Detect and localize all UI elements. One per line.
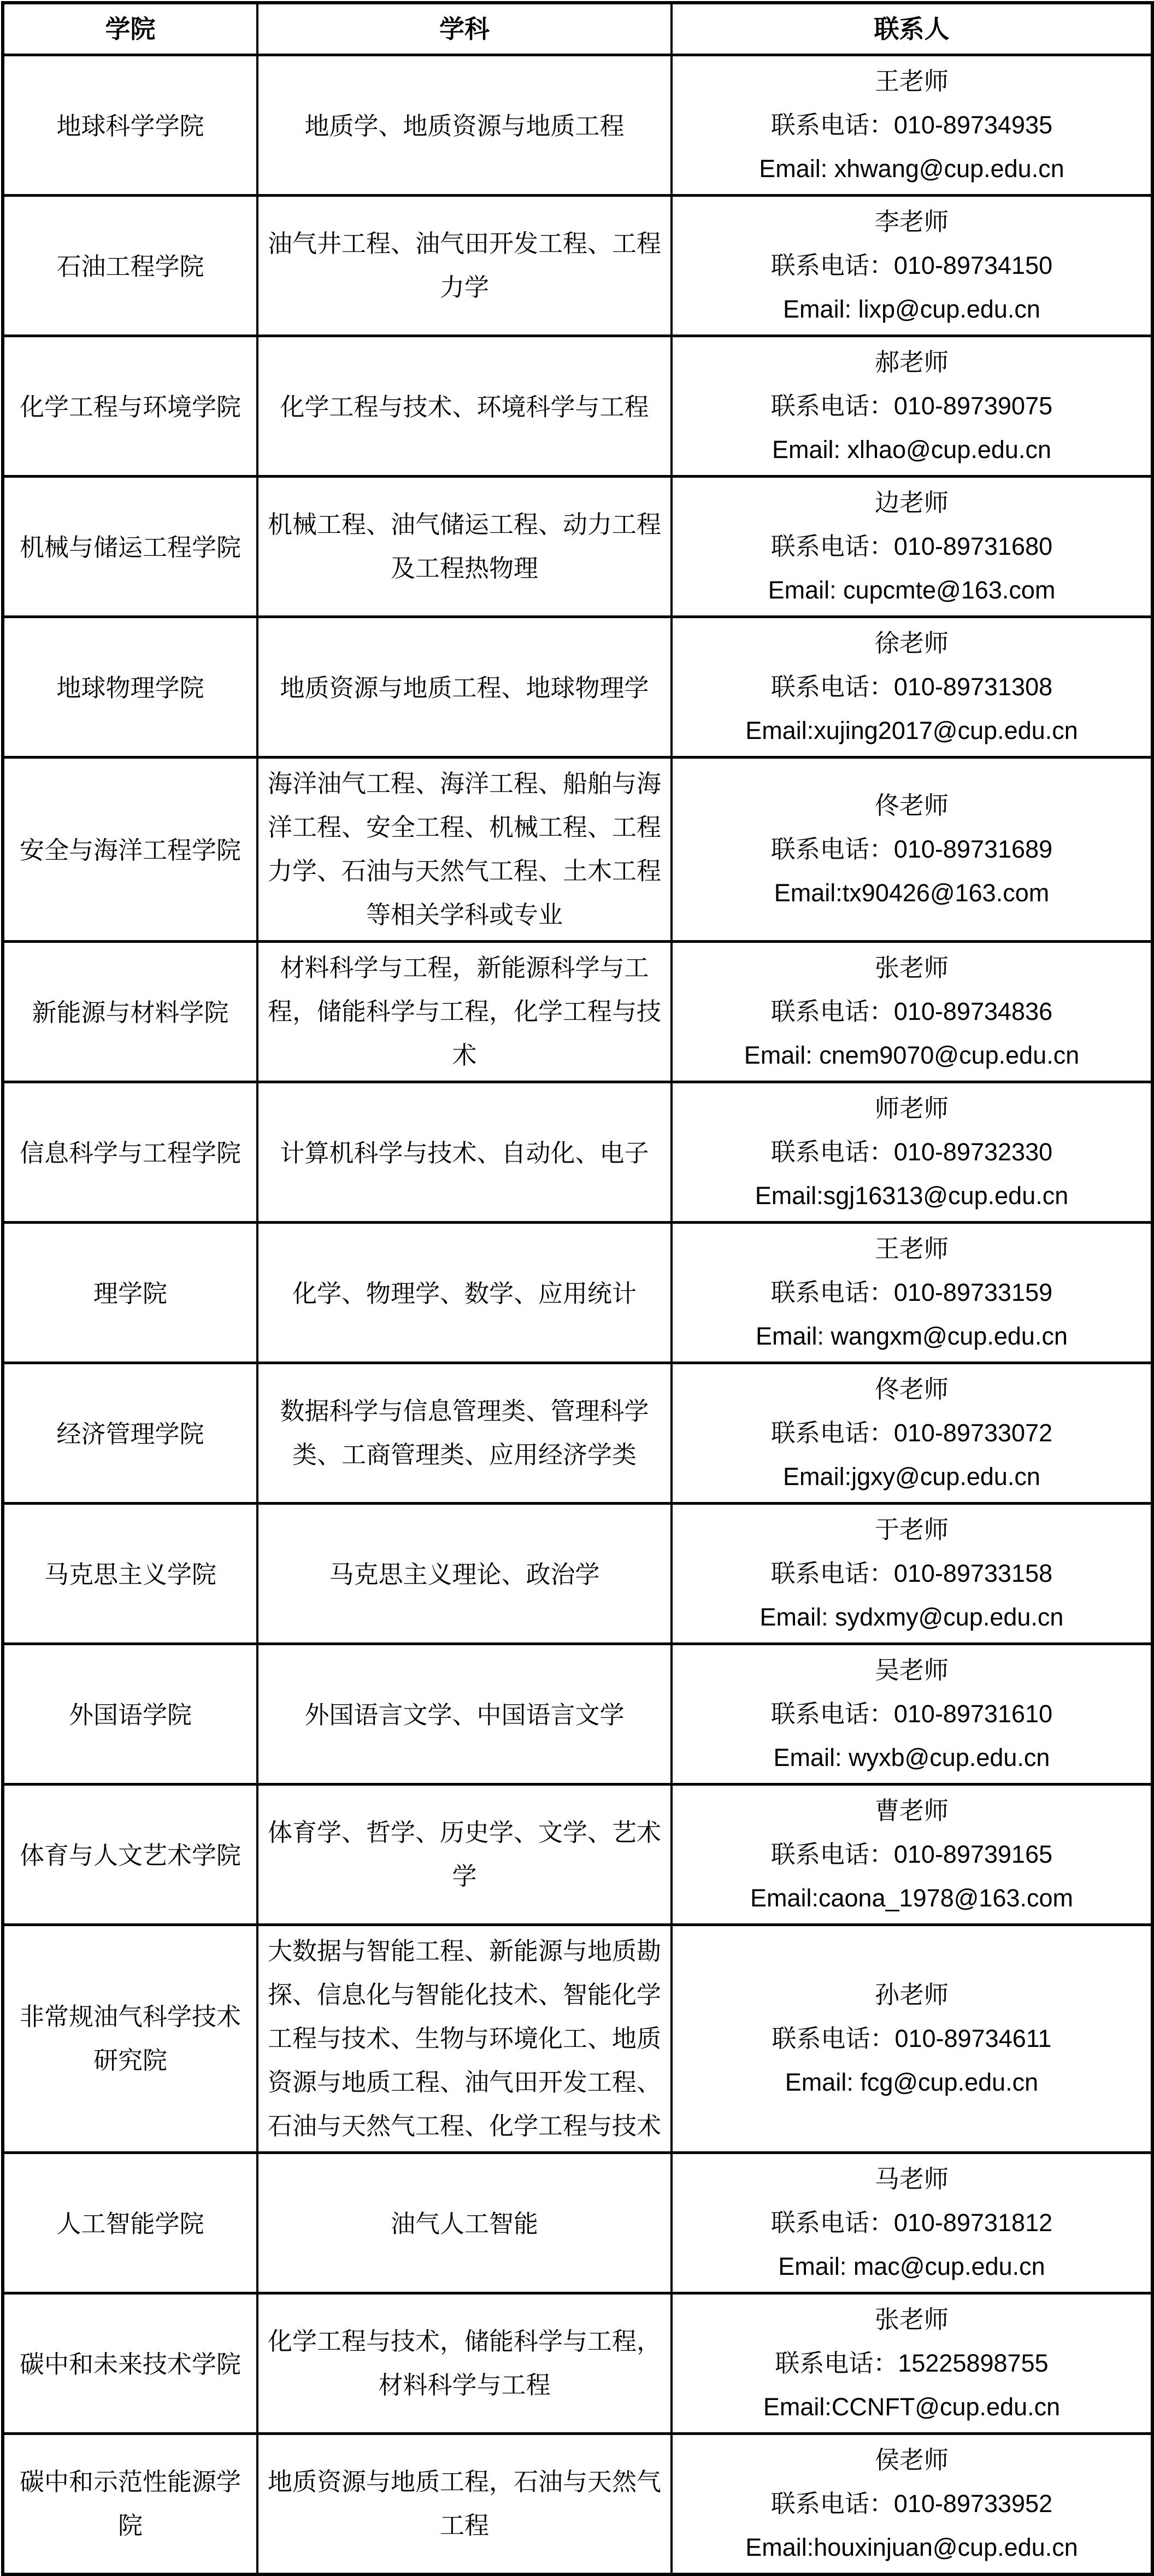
subjects-text: 地质资源与地质工程，石油与天然气工程 — [267, 2468, 661, 2539]
contact-cell — [672, 1363, 1152, 1504]
subjects-cell — [257, 1363, 672, 1504]
college-name: 体育与人文艺术学院 — [19, 1841, 241, 1869]
subjects-cell — [257, 2434, 672, 2575]
subjects-cell — [257, 55, 672, 196]
college-name: 人工智能学院 — [56, 2209, 204, 2238]
contact-phone: 联系电话：010-89739075 — [770, 392, 1053, 420]
subjects-text: 数据科学与信息管理类、管理科学类、工商管理类、应用经济学类 — [280, 1397, 649, 1469]
contact-cell — [672, 1504, 1152, 1644]
contact-phone: 联系电话：010-89733158 — [770, 1559, 1053, 1587]
table-row — [3, 196, 1152, 336]
college-cell — [3, 942, 257, 1082]
table-row — [3, 1644, 1152, 1785]
contact-email: Email:sgj16313@cup.edu.cn — [755, 1182, 1069, 1210]
college-name: 马克思主义学院 — [44, 1560, 216, 1588]
college-name: 安全与海洋工程学院 — [19, 836, 241, 864]
subjects-cell — [257, 1644, 672, 1785]
college-cell — [3, 1504, 257, 1644]
contact-phone: 联系电话：010-89734150 — [770, 251, 1053, 279]
college-cell — [3, 196, 257, 336]
table-row — [3, 1363, 1152, 1504]
contact-cell — [672, 758, 1152, 942]
contact-phone: 联系电话：010-89731812 — [770, 2209, 1053, 2237]
college-name: 外国语学院 — [68, 1700, 192, 1729]
contact-name: 郝老师 — [874, 348, 949, 376]
table-row — [3, 477, 1152, 617]
college-name: 石油工程学院 — [56, 252, 204, 280]
college-cell — [3, 2434, 257, 2575]
contact-phone: 联系电话：010-89734611 — [772, 2025, 1052, 2052]
contact-name: 徐老师 — [874, 629, 949, 657]
college-name: 碳中和未来技术学院 — [19, 2350, 241, 2378]
subjects-text: 体育学、哲学、历史学、文学、艺术学 — [267, 1818, 661, 1890]
college-cell — [3, 336, 257, 477]
contact-phone: 联系电话：010-89731689 — [770, 835, 1053, 863]
subjects-text: 地质学、地质资源与地质工程 — [304, 112, 625, 140]
table-row — [3, 1925, 1152, 2153]
table-row — [3, 942, 1152, 1082]
contact-name: 于老师 — [874, 1516, 949, 1544]
contact-email: Email: wyxb@cup.edu.cn — [773, 1744, 1050, 1771]
subjects-text: 计算机科学与技术、自动化、电子 — [280, 1139, 649, 1167]
header-row — [3, 3, 1152, 55]
contact-name: 李老师 — [874, 208, 949, 236]
subjects-text: 机械工程、油气储运工程、动力工程及工程热物理 — [267, 510, 661, 582]
college-name: 化学工程与环境学院 — [19, 392, 241, 421]
college-name: 经济管理学院 — [56, 1419, 204, 1448]
contact-phone: 联系电话：15225898755 — [775, 2349, 1049, 2377]
contact-cell — [672, 2293, 1152, 2434]
header-subjects: 学科 — [257, 3, 672, 55]
contact-name: 边老师 — [874, 489, 949, 517]
subjects-cell — [257, 477, 672, 617]
college-name: 理学院 — [93, 1279, 167, 1307]
college-cell — [3, 1644, 257, 1785]
subjects-text: 马克思主义理论、政治学 — [329, 1560, 600, 1588]
college-cell — [3, 1925, 257, 2153]
contact-name: 马老师 — [874, 2165, 949, 2193]
college-name: 碳中和示范性能源学院 — [19, 2468, 241, 2539]
subjects-text: 化学工程与技术、环境科学与工程 — [280, 392, 649, 421]
college-cell — [3, 55, 257, 196]
college-cell — [3, 2153, 257, 2293]
contact-name: 孙老师 — [874, 1981, 949, 2009]
contact-name: 王老师 — [874, 1235, 949, 1263]
college-name: 机械与储运工程学院 — [19, 533, 241, 561]
college-name: 非常规油气科学技术研究院 — [19, 2003, 241, 2074]
college-cell — [3, 617, 257, 758]
contact-name: 吴老师 — [874, 1656, 949, 1684]
contact-name: 侯老师 — [874, 2446, 949, 2474]
table-row — [3, 55, 1152, 196]
contact-email: Email: fcg@cup.edu.cn — [785, 2068, 1039, 2096]
contact-phone: 联系电话：010-89731610 — [770, 1700, 1053, 1728]
contact-name: 佟老师 — [874, 791, 949, 819]
table-row — [3, 1504, 1152, 1644]
subjects-cell — [257, 196, 672, 336]
subjects-cell — [257, 758, 672, 942]
table-row — [3, 1223, 1152, 1363]
contact-phone: 联系电话：010-89734935 — [770, 111, 1053, 139]
contact-email: Email: mac@cup.edu.cn — [778, 2252, 1045, 2280]
college-cell — [3, 1785, 257, 1925]
contact-phone: 联系电话：010-89732330 — [770, 1138, 1053, 1166]
subjects-cell — [257, 1223, 672, 1363]
subjects-cell — [257, 336, 672, 477]
contact-email: Email: cupcmte@163.com — [768, 576, 1056, 604]
contact-email: Email: xhwang@cup.edu.cn — [759, 155, 1064, 183]
college-name: 信息科学与工程学院 — [19, 1139, 241, 1167]
subjects-cell — [257, 1504, 672, 1644]
contact-email: Email: lixp@cup.edu.cn — [783, 295, 1040, 323]
contact-phone: 联系电话：010-89733072 — [770, 1419, 1053, 1447]
college-cell — [3, 1363, 257, 1504]
college-cell — [3, 758, 257, 942]
college-name: 地球物理学院 — [56, 673, 204, 702]
contact-phone: 联系电话：010-89739165 — [770, 1840, 1053, 1868]
contact-email: Email: cnem9070@cup.edu.cn — [744, 1041, 1080, 1069]
contact-cell — [672, 196, 1152, 336]
table-row — [3, 2434, 1152, 2575]
contact-email: Email:jgxy@cup.edu.cn — [783, 1463, 1040, 1491]
contact-phone: 联系电话：010-89731308 — [770, 673, 1053, 701]
contact-cell — [672, 617, 1152, 758]
contact-email: Email:houxinjuan@cup.edu.cn — [745, 2533, 1078, 2561]
subjects-cell — [257, 1925, 672, 2153]
subjects-text: 化学、物理学、数学、应用统计 — [292, 1279, 637, 1307]
subjects-cell — [257, 942, 672, 1082]
contact-cell — [672, 942, 1152, 1082]
contact-name: 王老师 — [874, 67, 949, 95]
header-college: 学院 — [3, 3, 257, 55]
contact-email: Email: xlhao@cup.edu.cn — [772, 436, 1051, 463]
contact-cell — [672, 2434, 1152, 2575]
college-cell — [3, 1223, 257, 1363]
contact-cell — [672, 1223, 1152, 1363]
subjects-text: 材料科学与工程，新能源科学与工程，储能科学与工程，化学工程与技术 — [267, 954, 661, 1069]
subjects-cell — [257, 2153, 672, 2293]
contact-name: 张老师 — [874, 2305, 949, 2333]
contact-cell — [672, 55, 1152, 196]
table-header — [3, 3, 1152, 55]
subjects-cell — [257, 1082, 672, 1223]
subjects-cell — [257, 617, 672, 758]
college-contact-table — [1, 1, 1154, 2576]
contact-cell — [672, 1082, 1152, 1223]
contact-email: Email: wangxm@cup.edu.cn — [756, 1322, 1068, 1350]
subjects-cell — [257, 2293, 672, 2434]
contact-cell — [672, 2153, 1152, 2293]
contact-cell — [672, 477, 1152, 617]
subjects-cell — [257, 1785, 672, 1925]
contact-name: 佟老师 — [874, 1375, 949, 1403]
table-row — [3, 2293, 1152, 2434]
subjects-text: 海洋油气工程、海洋工程、船舶与海洋工程、安全工程、机械工程、工程力学、石油与天然气工程、土木工程等相关学科或专业 — [267, 770, 661, 929]
subjects-text: 地质资源与地质工程、地球物理学 — [280, 673, 649, 702]
college-cell — [3, 2293, 257, 2434]
table-row — [3, 758, 1152, 942]
contact-phone: 联系电话：010-89731680 — [770, 532, 1053, 560]
contact-name: 曹老师 — [874, 1797, 949, 1824]
subjects-text: 大数据与智能工程、新能源与地质勘探、信息化与智能化技术、智能化学工程与技术、生物与环境化工、地质资源与地质工程、油气田开发工程、石油与天然气工程、化学工程与技术 — [267, 1937, 661, 2140]
contact-email: Email: sydxmy@cup.edu.cn — [759, 1603, 1064, 1631]
contact-email: Email:CCNFT@cup.edu.cn — [763, 2393, 1061, 2421]
table-body — [3, 55, 1152, 2575]
college-cell — [3, 1082, 257, 1223]
college-name: 新能源与材料学院 — [32, 998, 229, 1026]
table-row — [3, 1082, 1152, 1223]
college-name: 地球科学学院 — [56, 112, 204, 140]
table-row — [3, 2153, 1152, 2293]
table-row — [3, 617, 1152, 758]
subjects-text: 外国语言文学、中国语言文学 — [304, 1700, 625, 1729]
subjects-text: 油气人工智能 — [390, 2209, 538, 2238]
table-row — [3, 1785, 1152, 1925]
contact-email: Email:caona_1978@163.com — [750, 1884, 1074, 1912]
contact-cell — [672, 1925, 1152, 2153]
contact-email: Email:tx90426@163.com — [774, 879, 1050, 907]
contact-phone: 联系电话：010-89734836 — [770, 997, 1053, 1025]
subjects-text: 油气井工程、油气田开发工程、工程力学 — [267, 230, 661, 301]
contact-phone: 联系电话：010-89733952 — [770, 2490, 1053, 2518]
contact-email: Email:xujing2017@cup.edu.cn — [745, 717, 1078, 744]
contact-phone: 联系电话：010-89733159 — [770, 1278, 1053, 1306]
header-contact: 联系人 — [672, 3, 1152, 55]
contact-cell — [672, 336, 1152, 477]
contact-name: 张老师 — [874, 954, 949, 982]
contact-cell — [672, 1644, 1152, 1785]
subjects-text: 化学工程与技术，储能科学与工程，材料科学与工程 — [267, 2327, 661, 2399]
college-cell — [3, 477, 257, 617]
table-row — [3, 336, 1152, 477]
contact-cell — [672, 1785, 1152, 1925]
contact-name: 师老师 — [874, 1094, 949, 1122]
